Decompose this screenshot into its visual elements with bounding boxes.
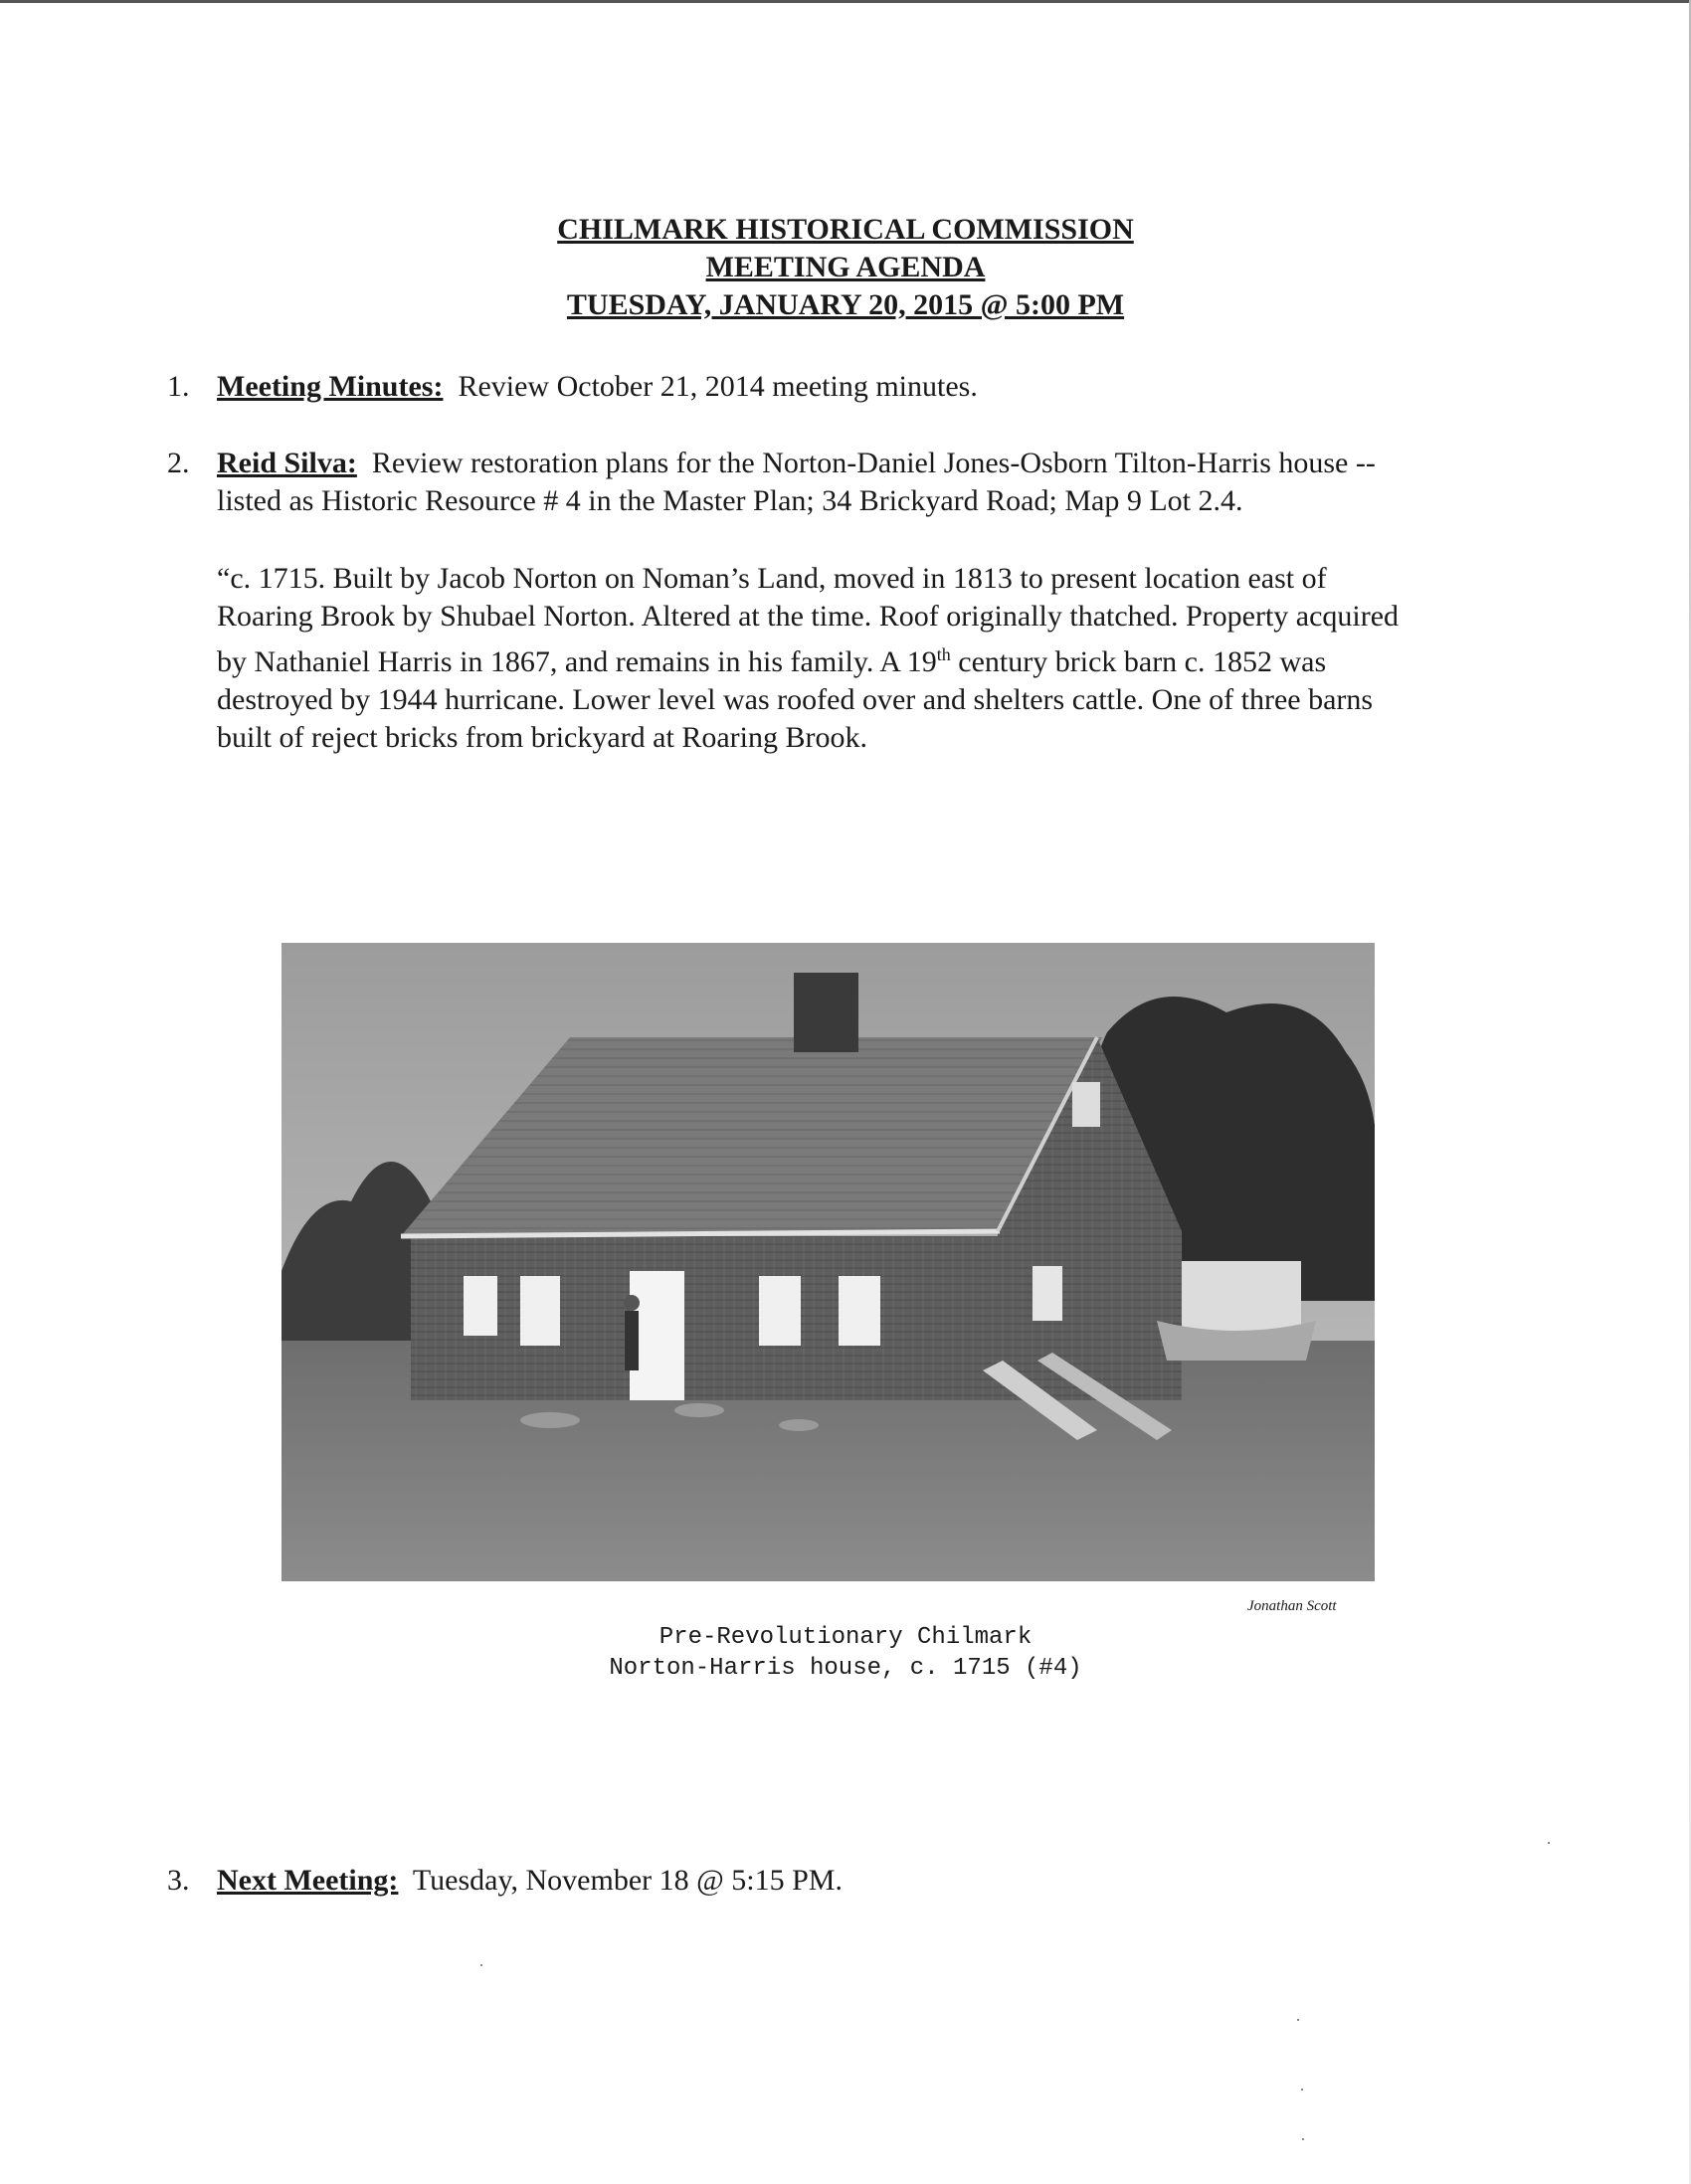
item-text: Review restoration plans for the Norton-Daniel Jones-Osborn Tilton-Harris house --: [371, 447, 1376, 479]
scan-edge: [0, 0, 1691, 3]
agenda-title: MEETING AGENDA: [705, 251, 986, 283]
scan-speck: [1301, 2089, 1303, 2091]
item-text: Review October 21, 2014 meeting minutes.: [458, 370, 978, 403]
caption-line: Pre-Revolutionary Chilmark: [658, 1624, 1033, 1651]
quote-line: built of reject bricks from brickyard at Roaring Brook.: [217, 721, 867, 754]
item-number: 1.: [167, 370, 190, 403]
agenda-item-2: [167, 445, 1580, 520]
caption-line: Norton-Harris house, c. 1715 (#4): [609, 1655, 1082, 1682]
quote-line: Roaring Brook by Shubael Norton. Altered at the time. Roof originally thatched. Property acquired: [217, 600, 1400, 633]
quote-line: destroyed by 1944 hurricane. Lower level was roofed over and shelters cattle. One of three barns: [217, 683, 1374, 716]
item-text: Tuesday, November 18 @ 5:15 PM.: [412, 1864, 843, 1897]
scan-speck: [1548, 1842, 1550, 1844]
commission-title: CHILMARK HISTORICAL COMMISSION: [557, 213, 1134, 246]
quote-line: by Nathaniel Harris in 1867, and remains in his family. A 19th century brick barn c. 1852 was: [217, 644, 1327, 678]
photo-caption: [0, 1622, 1691, 1684]
scan-speck: [1302, 2138, 1304, 2140]
item-number: 3.: [167, 1864, 190, 1897]
item-label: Reid Silva:: [217, 447, 357, 479]
meeting-date: TUESDAY, JANUARY 20, 2015 @ 5:00 PM: [566, 288, 1125, 321]
photo-credit: Jonathan Scott: [1247, 1598, 1337, 1614]
quote-line: “c. 1715. Built by Jacob Norton on Noman’s Land, moved in 1813 to present location east of: [217, 562, 1327, 595]
item-number: 2.: [167, 447, 190, 479]
scan-speck: [480, 1964, 482, 1966]
house-photograph: [282, 943, 1375, 1581]
agenda-header: [0, 211, 1691, 324]
item-label: Next Meeting:: [217, 1864, 399, 1897]
item-label: Meeting Minutes:: [217, 370, 444, 403]
agenda-item-3: [167, 1862, 1580, 1900]
historic-description: [217, 560, 1590, 757]
agenda-item-1: [167, 368, 1580, 406]
scan-speck: [1297, 2019, 1299, 2021]
item-text: listed as Historic Resource # 4 in the Master Plan; 34 Brickyard Road; Map 9 Lot 2.4.: [217, 484, 1243, 517]
